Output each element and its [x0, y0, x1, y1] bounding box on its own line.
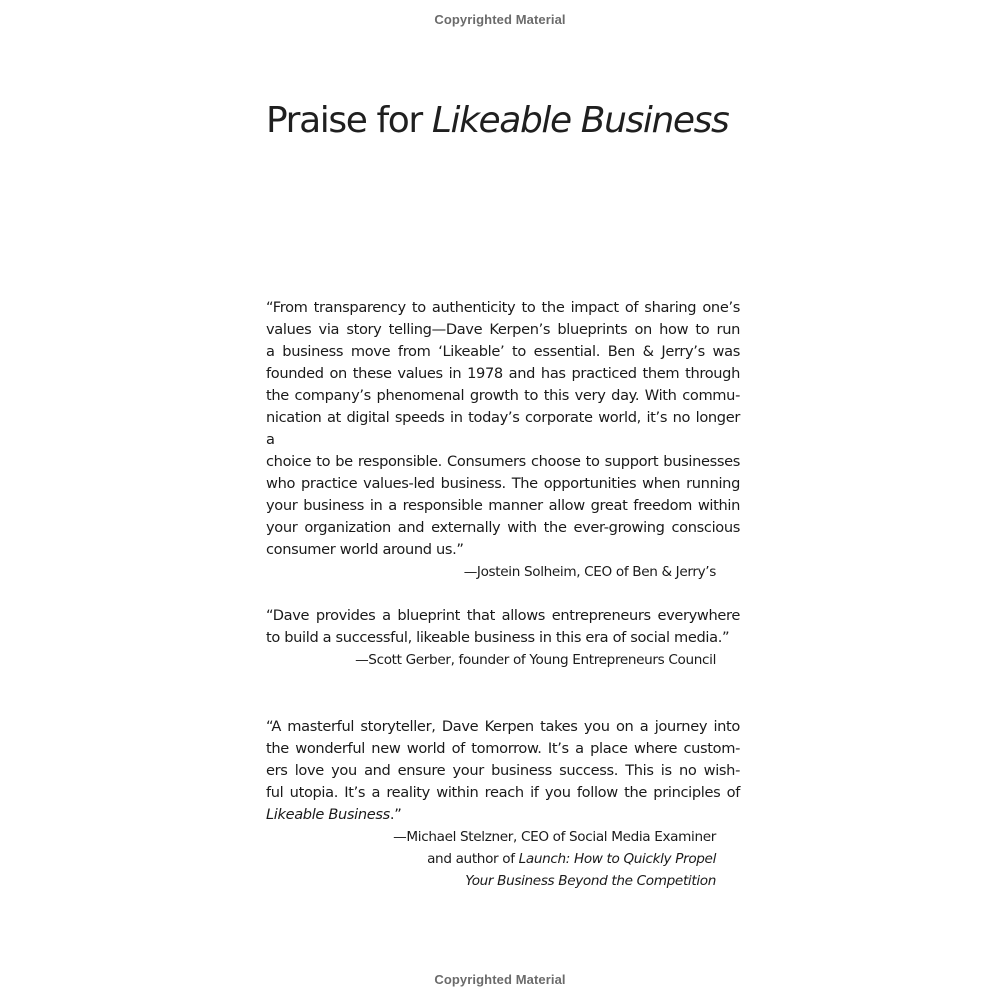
- quote-line: a business move from ‘Likeable’ to essential. Ben & Jerry’s was: [266, 343, 740, 360]
- quote-attribution-line2: [266, 848, 740, 870]
- quote-line: who practice values-led business. The opportunities when running: [266, 475, 740, 492]
- quote-line: consumer world around us.”: [266, 541, 464, 558]
- quote-text: [266, 297, 740, 561]
- title-book-name: Likeable Business: [431, 100, 729, 141]
- quote-line: your business in a responsible manner allow great freedom within: [266, 497, 740, 514]
- quote-line: your organization and externally with the ever-growing conscious: [266, 519, 740, 536]
- quote-line: “Dave provides a blueprint that allows entrepreneurs everywhere: [266, 607, 740, 624]
- copyright-watermark-bottom: Copyrighted Material: [434, 972, 566, 987]
- quote-attribution-line3: [266, 870, 740, 892]
- praise-quote-solheim: [266, 297, 740, 583]
- quote-line: “A masterful storyteller, Dave Kerpen takes you on a journey into: [266, 718, 740, 735]
- attribution-prefix: and author of: [427, 851, 519, 867]
- quote-line: the company’s phenomenal growth to this very day. With commu-: [266, 387, 740, 404]
- quote-line: ful utopia. It’s a reality within reach if you follow the principles of: [266, 784, 740, 801]
- quote-line: founded on these values in 1978 and has practiced them through: [266, 365, 740, 382]
- quote-attribution: —Jostein Solheim, CEO of Ben & Jerry’s: [463, 564, 716, 580]
- attribution-book-title: Launch: How to Quickly Propel: [518, 851, 716, 867]
- quote-attribution: —Scott Gerber, founder of Young Entrepreneurs Council: [355, 652, 716, 668]
- quote-text: [266, 716, 740, 826]
- praise-quote-stelzner: [266, 716, 740, 892]
- praise-quote-gerber: [266, 605, 740, 671]
- copyright-watermark-top: Copyrighted Material: [434, 12, 566, 27]
- quote-text: [266, 605, 740, 649]
- quote-line: choice to be responsible. Consumers choose to support businesses: [266, 453, 740, 470]
- quote-close: .”: [389, 806, 402, 823]
- book-title-italic: Likeable Business: [266, 806, 390, 823]
- quote-line: nication at digital speeds in today’s corporate world, it’s no longer a: [266, 409, 740, 448]
- quote-line: values via story telling—Dave Kerpen’s blueprints on how to run: [266, 321, 740, 338]
- quote-line: “From transparency to authenticity to the impact of sharing one’s: [266, 299, 740, 316]
- title-prefix: Praise for: [266, 100, 432, 141]
- quote-line: the wonderful new world of tomorrow. It’s a place where custom-: [266, 740, 740, 757]
- attribution-book-title-cont: Your Business Beyond the Competition: [465, 873, 716, 889]
- quote-attribution: —Michael Stelzner, CEO of Social Media Examiner: [393, 829, 716, 845]
- quote-line: [266, 804, 740, 826]
- quote-line: to build a successful, likeable business in this era of social media.”: [266, 629, 730, 646]
- page-title: [266, 100, 728, 141]
- quote-line: ers love you and ensure your business success. This is no wish-: [266, 762, 740, 779]
